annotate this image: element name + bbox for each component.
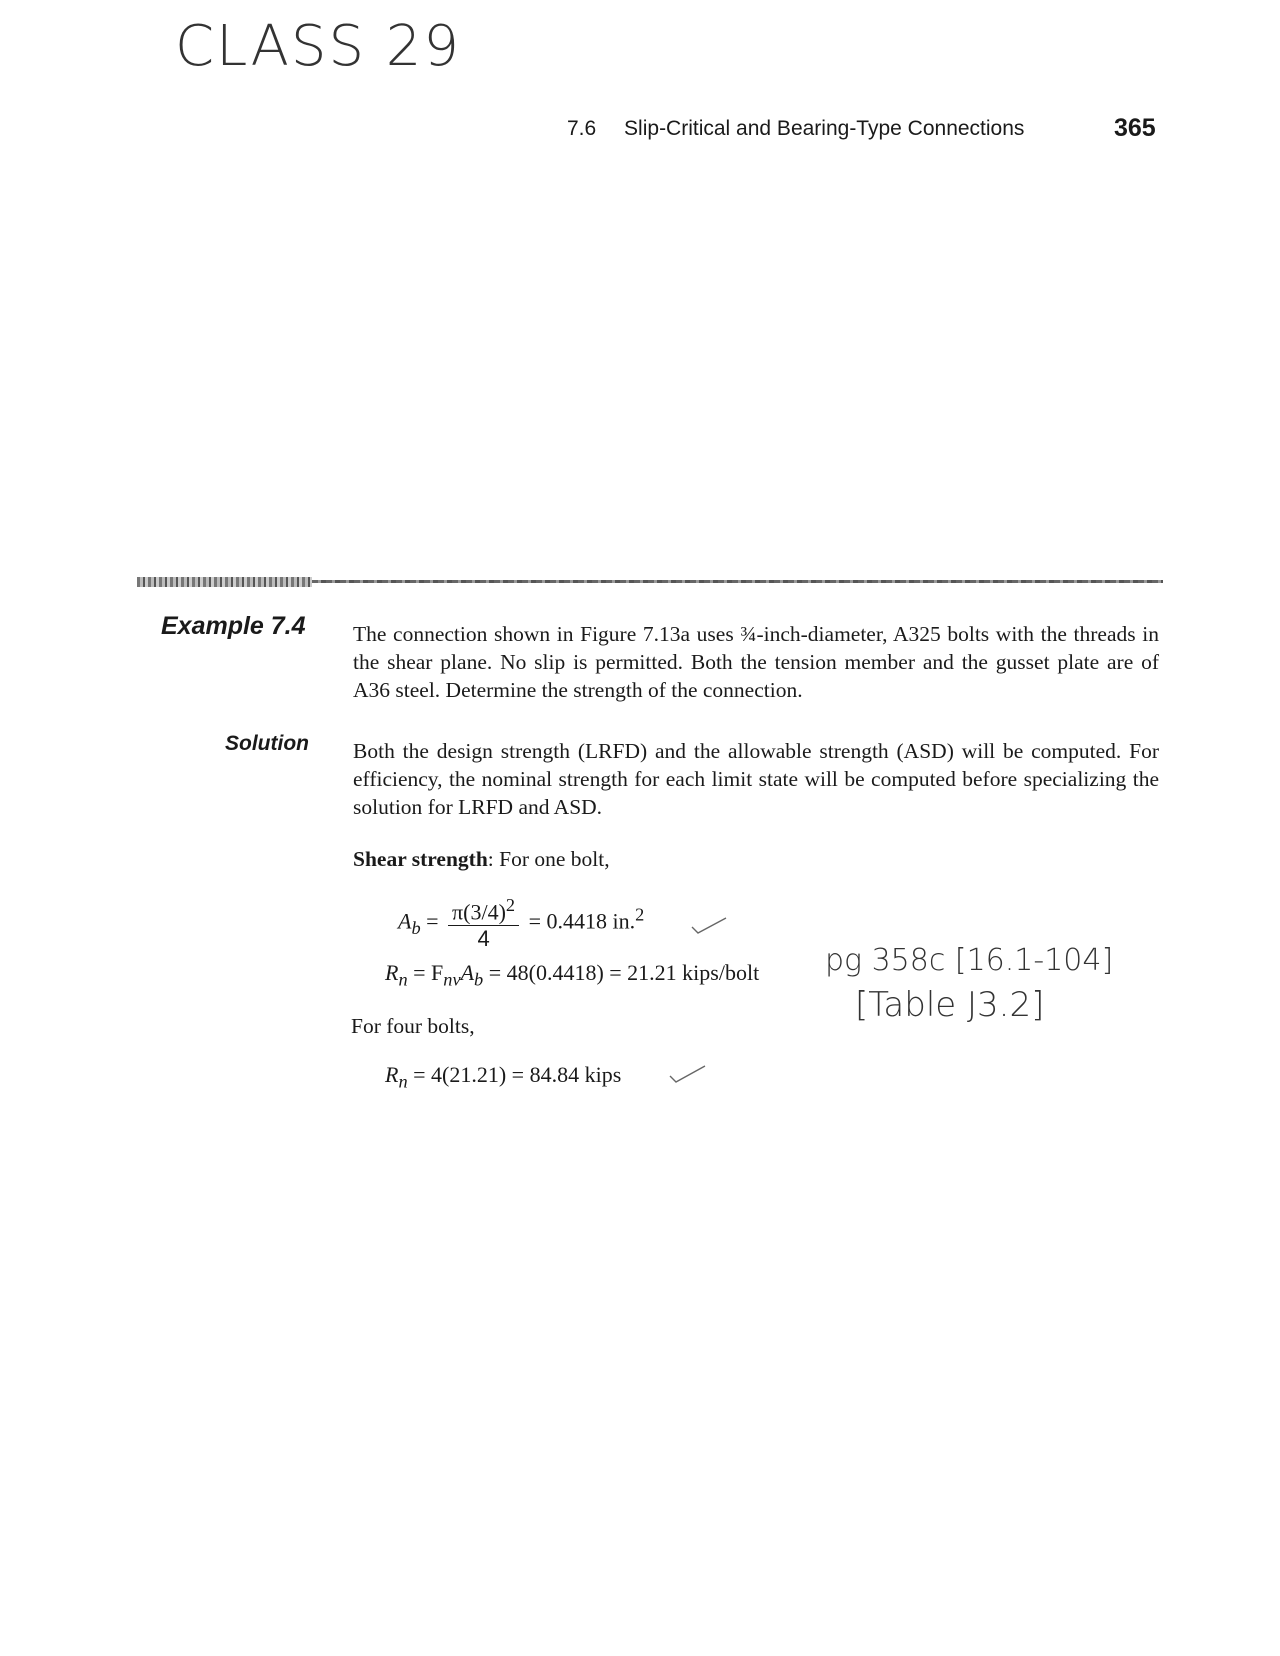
four-bolts-text: For four bolts, bbox=[351, 1014, 475, 1038]
solution-intro: Both the design strength (LRFD) and the allowable strength (ASD) will be computed. For efficiency, the nominal strength for each limit state will be computed before specializing the solution for LRFD and ASD. bbox=[353, 739, 1159, 819]
shear-strength-line bbox=[353, 847, 610, 872]
solution-label: Solution bbox=[225, 732, 309, 755]
check-mark-icon bbox=[690, 915, 730, 937]
problem-statement: The connection shown in Figure 7.13a uses ¾-inch-diameter, A325 bolts with the threads in the shear plane. No slip is permitted. Both the tension member and the gusset plate are of A36 steel. Determine the strength of the connection. bbox=[353, 622, 1159, 702]
handwritten-table-note: [Table J3.2] bbox=[855, 985, 1045, 1025]
page-number: 365 bbox=[1114, 114, 1156, 142]
handwritten-class-title: CLASS 29 bbox=[175, 14, 462, 79]
area-fraction: $\frac{\pi(3/4)^2}{4}$ bbox=[448, 895, 519, 952]
equation-total-strength: $R_n = 4(21.21) = 84.84$ kips bbox=[385, 1062, 622, 1092]
shear-heading: Shear strength bbox=[353, 847, 488, 871]
shear-text: : For one bolt, bbox=[487, 847, 610, 871]
running-head bbox=[567, 117, 1024, 141]
example-divider bbox=[137, 580, 1163, 584]
example-label: Example 7.4 bbox=[161, 612, 306, 640]
section-title: Slip-Critical and Bearing-Type Connections bbox=[624, 117, 1025, 140]
equation-nominal-strength-per-bolt: $R_n = F_{nv}A_b = 48(0.4418) = 21.21$ kips/bolt bbox=[385, 960, 760, 990]
handwritten-reference-note: pg 358c [16.1-104] bbox=[825, 943, 1114, 978]
check-mark-icon bbox=[668, 1062, 708, 1086]
equation-bolt-area: $A_b$ = $\frac{\pi(3/4)^2}{4}$ = 0.4418 in.$^2$ bbox=[398, 895, 645, 952]
section-number: 7.6 bbox=[567, 117, 597, 140]
